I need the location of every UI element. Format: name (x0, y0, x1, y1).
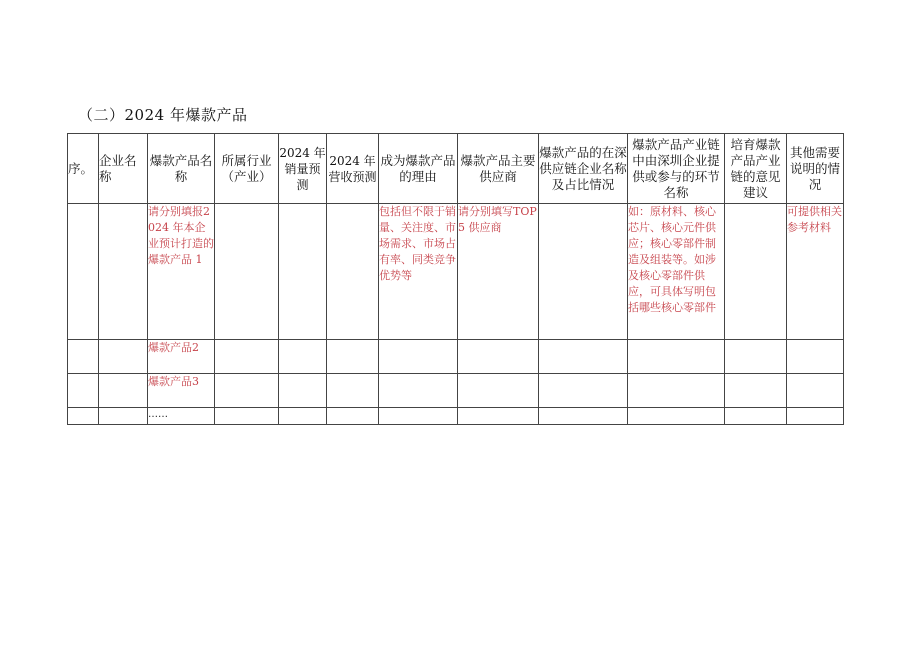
cell-industry[interactable] (215, 204, 279, 340)
header-product-name: 爆款产品名称 (148, 134, 215, 204)
header-suggestions: 培育爆款产品产业链的意见建议 (725, 134, 787, 204)
header-sz-supply-chain: 爆款产品的在深供应链企业名称及占比情况 (539, 134, 628, 204)
cell-company[interactable] (99, 204, 148, 340)
header-revenue-forecast: 2024 年营收预测 (327, 134, 379, 204)
hot-product-table (67, 133, 844, 425)
header-main-supplier: 爆款产品主要供应商 (458, 134, 539, 204)
cell-seq[interactable] (68, 204, 99, 340)
cell-other-hint[interactable]: 可提供相关参考材料 (787, 204, 844, 340)
table-row (68, 408, 844, 425)
cell-ellipsis[interactable]: …… (148, 408, 215, 425)
header-industry: 所属行业（产业） (215, 134, 279, 204)
cell-product-hint[interactable]: 请分别填报2024 年本企业预计打造的爆款产品 1 (148, 204, 215, 340)
header-row (68, 134, 844, 204)
table-row (68, 204, 844, 340)
header-sales-forecast: 2024 年销量预测 (279, 134, 327, 204)
table-row (68, 340, 844, 374)
cell-product-3[interactable]: 爆款产品3 (148, 374, 215, 408)
header-other-notes: 其他需要说明的情况 (787, 134, 844, 204)
cell-reason-hint[interactable]: 包括但不限于销量、关注度、市场需求、市场占有率、同类竞争优势等 (379, 204, 458, 340)
header-seq: 序。 (68, 134, 99, 204)
cell-supplier-hint[interactable]: 请分别填写TOP5 供应商 (458, 204, 539, 340)
cell-sales[interactable] (279, 204, 327, 340)
section-title: （二）2024 年爆款产品 (78, 106, 248, 124)
header-company-name: 企业名称 (99, 134, 148, 204)
table-row (68, 374, 844, 408)
cell-chain-hint[interactable]: 如：原材料、核心芯片、核心元件供应；核心零部件制造及组装等。如涉及核心零部件供应，可具体写明包括哪些核心零部件 (628, 204, 725, 340)
cell-revenue[interactable] (327, 204, 379, 340)
cell-product-2[interactable]: 爆款产品2 (148, 340, 215, 374)
cell-suggestions[interactable] (725, 204, 787, 340)
cell-sz-supply-chain[interactable] (539, 204, 628, 340)
header-sz-chain-links: 爆款产品产业链中由深圳企业提供或参与的环节名称 (628, 134, 725, 204)
header-reason: 成为爆款产品的理由 (379, 134, 458, 204)
